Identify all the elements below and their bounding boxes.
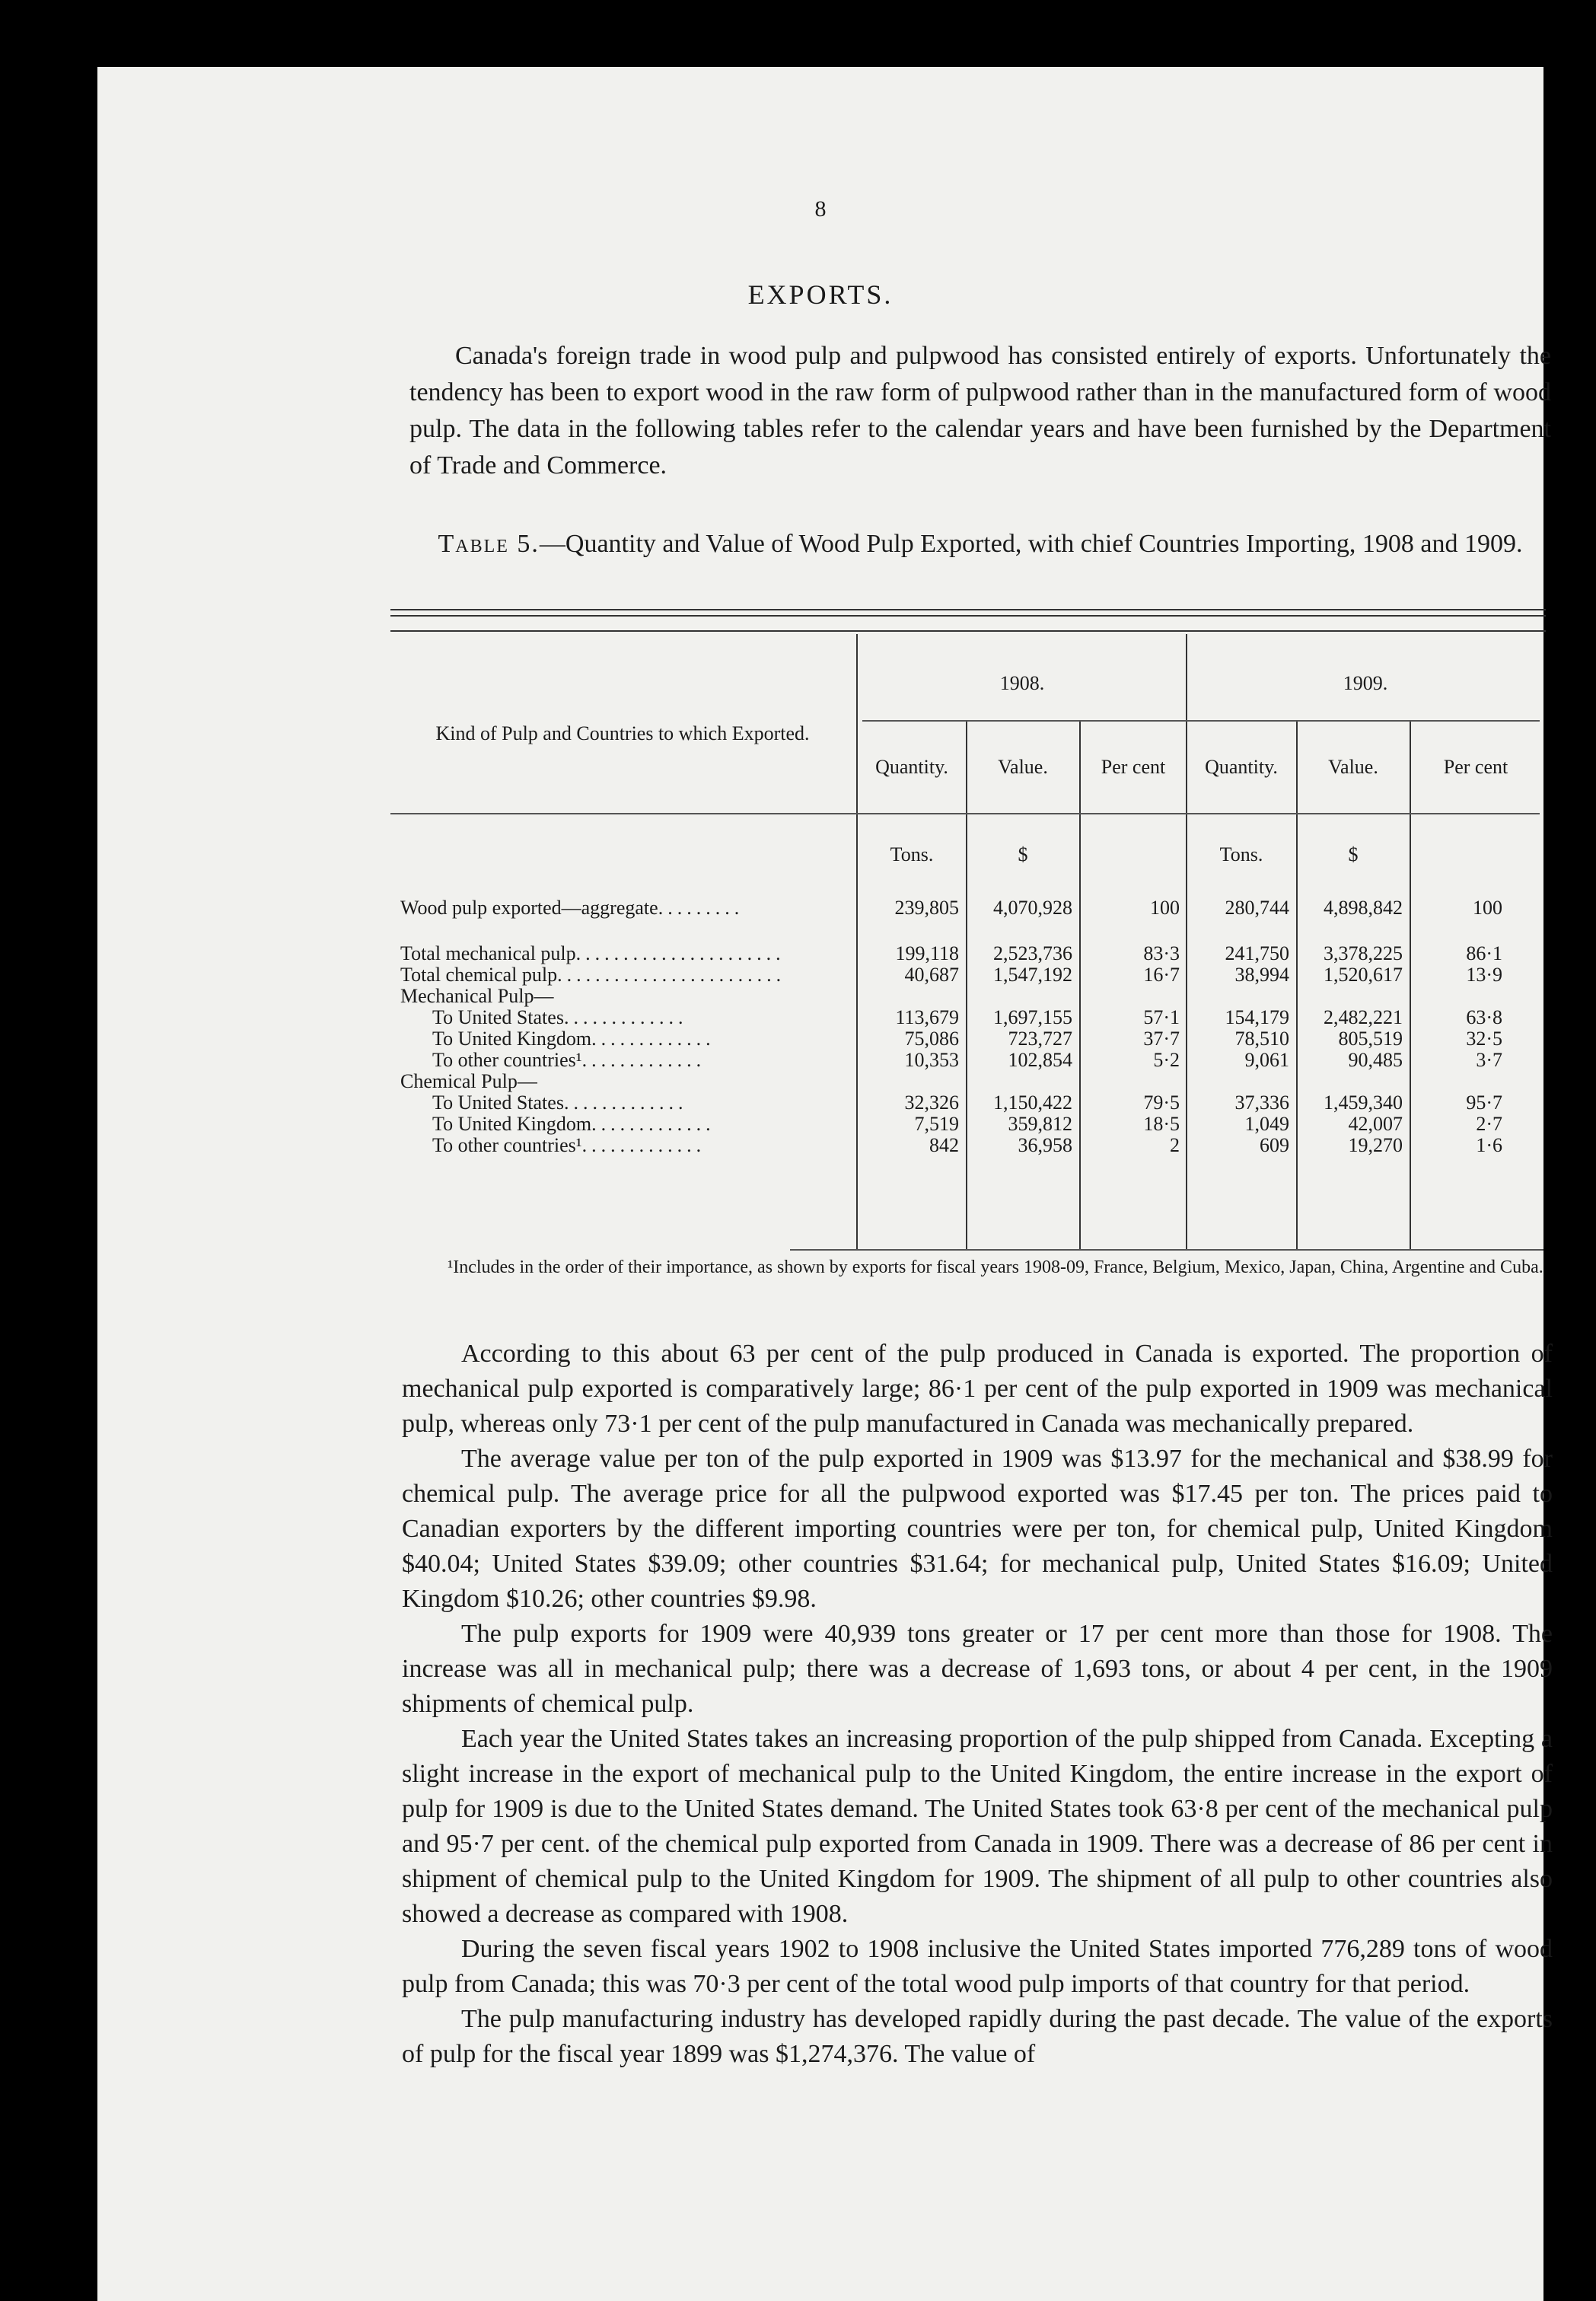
- row-label-chem-us: To United States.............: [432, 1092, 688, 1114]
- cell-aggregate-v08: 4,070,928: [993, 897, 1072, 919]
- body-text: [402, 1337, 1553, 2072]
- cell-chem-us-q09: 37,336: [1234, 1092, 1289, 1114]
- cell-aggregate-p09: 100: [1473, 897, 1502, 919]
- cell-aggregate-q08: 239,805: [894, 897, 959, 919]
- table-year-1908: 1908.: [999, 672, 1045, 694]
- cell-mech-us-v09: 2,482,221: [1324, 1006, 1403, 1028]
- cell-mech-us-q09: 154,179: [1225, 1006, 1289, 1028]
- col-quantity-1908: Quantity.: [875, 756, 948, 778]
- cell-total-mech-v08: 2,523,736: [993, 942, 1072, 964]
- cell-aggregate-v09: 4,898,842: [1324, 897, 1403, 919]
- intro-paragraph: Canada's foreign trade in wood pulp and pulpwood has consisted entirely of exports. Unfortunately the tendency has been to export wood in the raw form of pulpwood rather than in the manufactured form of wood pulp. The data in the following tables refer to the calendar years and have been furnished by the Department of Trade and Commerce.: [409, 342, 1551, 480]
- cell-chem-us-v08: 1,150,422: [993, 1092, 1072, 1114]
- cell-total-chem-p09: 13·9: [1466, 964, 1502, 986]
- cell-chem-other-v08: 36,958: [1018, 1134, 1072, 1156]
- cell-mech-uk-v08: 723,727: [1008, 1028, 1072, 1050]
- table-stub-header: Kind of Pulp and Countries to which Exported.: [435, 722, 810, 744]
- table-caption-label: Table 5.: [438, 530, 540, 558]
- table-caption-text: —Quantity and Value of Wood Pulp Exported, with chief Countries Importing, 1908 and 1909.: [539, 530, 1523, 558]
- col-percent-1908: Per cent: [1101, 756, 1166, 778]
- table-top-rule-2: [390, 615, 1546, 617]
- page-number: 8: [814, 196, 827, 221]
- row-label-mech-other: To other countries¹.............: [432, 1049, 706, 1071]
- section-heading: EXPORTS.: [747, 279, 894, 310]
- cell-total-chem-q08: 40,687: [904, 964, 959, 986]
- cell-chem-uk-q08: 7,519: [914, 1113, 959, 1135]
- cell-aggregate-p08: 100: [1150, 897, 1180, 919]
- cell-mech-uk-p08: 37·7: [1143, 1028, 1180, 1050]
- cell-mech-us-p08: 57·1: [1143, 1006, 1180, 1028]
- body-paragraph-2: The average value per ton of the pulp exported in 1909 was $13.97 for the mechanical and $38.99 for chemical pulp. The average price for all the pulpwood exported was $17.45 per ton. The prices paid to Canadian exporters by the different importing countries were per ton, for chemical pulp, United Kingdom $40.04; United States $39.09; other countries $31.64; for mechanical pulp, United States $16.09; United Kingdom $10.26; other countries $9.98.: [402, 1445, 1553, 1613]
- cell-mech-us-p09: 63·8: [1466, 1006, 1502, 1028]
- table-top-rule-3: [390, 630, 1546, 632]
- cell-chem-other-q09: 609: [1260, 1134, 1289, 1156]
- table-year-1909: 1909.: [1343, 672, 1388, 694]
- cell-chem-us-q08: 32,326: [904, 1092, 959, 1114]
- row-label-mech-uk: To United Kingdom.............: [432, 1028, 715, 1050]
- cell-mech-uk-p09: 32·5: [1466, 1028, 1502, 1050]
- cell-chem-us-v09: 1,459,340: [1324, 1092, 1403, 1114]
- cell-total-chem-q09: 38,994: [1234, 964, 1289, 986]
- cell-aggregate-q09: 280,744: [1225, 897, 1289, 919]
- row-label-total-mechanical: Total mechanical pulp......................: [400, 942, 785, 964]
- document-page: [97, 67, 1553, 2301]
- table-bottom-rule: [790, 1249, 1543, 1251]
- row-group-chemical: Chemical Pulp—: [400, 1070, 537, 1092]
- row-label-chem-uk: To United Kingdom.............: [432, 1113, 715, 1135]
- body-paragraph-5: During the seven fiscal years 1902 to 1908 inclusive the United States imported 776,289 tons of wood pulp from Canada; this was 70·3 per cent of the total wood pulp imports of that country for that period.: [402, 1935, 1553, 1998]
- cell-chem-other-p08: 2: [1170, 1134, 1180, 1156]
- cell-mech-other-v09: 90,485: [1348, 1049, 1403, 1071]
- cell-chem-other-q08: 842: [929, 1134, 959, 1156]
- cell-mech-uk-v09: 805,519: [1338, 1028, 1403, 1050]
- table-year-underline: [862, 720, 1540, 722]
- row-label-aggregate: Wood pulp exported—aggregate.........: [400, 897, 744, 919]
- cell-mech-uk-q09: 78,510: [1234, 1028, 1289, 1050]
- row-label-mech-us: To United States.............: [432, 1006, 688, 1028]
- table-caption: [409, 527, 1551, 562]
- cell-total-mech-q08: 199,118: [895, 942, 959, 964]
- cell-mech-other-q08: 10,353: [904, 1049, 959, 1071]
- cell-total-mech-q09: 241,750: [1225, 942, 1289, 964]
- cell-chem-uk-v09: 42,007: [1348, 1113, 1403, 1135]
- cell-chem-uk-p08: 18·5: [1143, 1113, 1180, 1135]
- cell-total-chem-v08: 1,547,192: [993, 964, 1072, 986]
- cell-chem-uk-q09: 1,049: [1244, 1113, 1289, 1135]
- row-label-chem-other: To other countries¹.............: [432, 1134, 706, 1156]
- row-label-total-chemical: Total chemical pulp........................: [400, 964, 786, 986]
- col-quantity-1909: Quantity.: [1205, 756, 1278, 778]
- unit-tons-1909: Tons.: [1219, 843, 1263, 865]
- col-value-1909: Value.: [1328, 756, 1378, 778]
- cell-total-mech-p09: 86·1: [1466, 942, 1502, 964]
- cell-mech-other-p09: 3·7: [1476, 1049, 1502, 1071]
- cell-mech-other-q09: 9,061: [1244, 1049, 1289, 1071]
- table-header-rule: [390, 813, 1540, 814]
- col-percent-1909: Per cent: [1443, 756, 1508, 778]
- unit-tons-1908: Tons.: [890, 843, 934, 865]
- cell-chem-us-p09: 95·7: [1466, 1092, 1502, 1114]
- unit-dollars-1908: $: [1018, 843, 1028, 865]
- col-value-1908: Value.: [998, 756, 1048, 778]
- cell-chem-us-p08: 79·5: [1143, 1092, 1180, 1114]
- cell-chem-other-p09: 1·6: [1476, 1134, 1502, 1156]
- cell-mech-other-v08: 102,854: [1008, 1049, 1072, 1071]
- cell-mech-uk-q08: 75,086: [904, 1028, 959, 1050]
- table-top-rule: [390, 609, 1546, 610]
- cell-total-mech-v09: 3,378,225: [1324, 942, 1403, 964]
- body-paragraph-4: Each year the United States takes an increasing proportion of the pulp shipped from Canada. Excepting a slight increase in the export of mechanical pulp to the United Kingdom, the entire increase in the export of pulp for 1909 is due to the United States demand. The United States took 63·8 per cent of the mechanical pulp and 95·7 per cent. of the chemical pulp exported from Canada in 1909. There was a decrease of 86 per cent in shipment of chemical pulp to the United Kingdom for 1909. The shipment of all pulp to other countries also showed a decrease as compared with 1908.: [402, 1725, 1553, 1928]
- cell-total-chem-v09: 1,520,617: [1324, 964, 1403, 986]
- row-group-mechanical: Mechanical Pulp—: [400, 985, 554, 1007]
- body-paragraph-6: The pulp manufacturing industry has developed rapidly during the past decade. The value of the exports of pulp for the fiscal year 1899 was $1,274,376. The value of: [402, 2005, 1553, 2068]
- table-footnote: ¹Includes in the order of their importance, as shown by exports for fiscal years 1908-09, France, Belgium, Mexico, Japan, China, Argentine and Cuba.: [448, 1257, 1543, 1277]
- unit-dollars-1909: $: [1348, 843, 1359, 865]
- cell-chem-uk-v08: 359,812: [1008, 1113, 1072, 1135]
- table-stub-divider: [856, 634, 858, 1249]
- body-paragraph-3: The pulp exports for 1909 were 40,939 tons greater or 17 per cent more than those for 1908. The increase was all in mechanical pulp; there was a decrease of 1,693 tons, or about 4 per cent, in the 1909 shipments of chemical pulp.: [402, 1620, 1553, 1718]
- cell-chem-uk-p09: 2·7: [1476, 1113, 1502, 1135]
- cell-total-chem-p08: 16·7: [1143, 964, 1180, 986]
- cell-chem-other-v09: 19,270: [1348, 1134, 1403, 1156]
- cell-mech-other-p08: 5·2: [1153, 1049, 1180, 1071]
- cell-mech-us-v08: 1,697,155: [993, 1006, 1072, 1028]
- body-paragraph-1: According to this about 63 per cent of the pulp produced in Canada is exported. The proportion of mechanical pulp exported is comparatively large; 86·1 per cent of the pulp exported in 1909 was mechanical pulp, whereas only 73·1 per cent of the pulp manufactured in Canada was mechanically prepared.: [402, 1340, 1553, 1438]
- cell-mech-us-q08: 113,679: [895, 1006, 959, 1028]
- cell-total-mech-p08: 83·3: [1143, 942, 1180, 964]
